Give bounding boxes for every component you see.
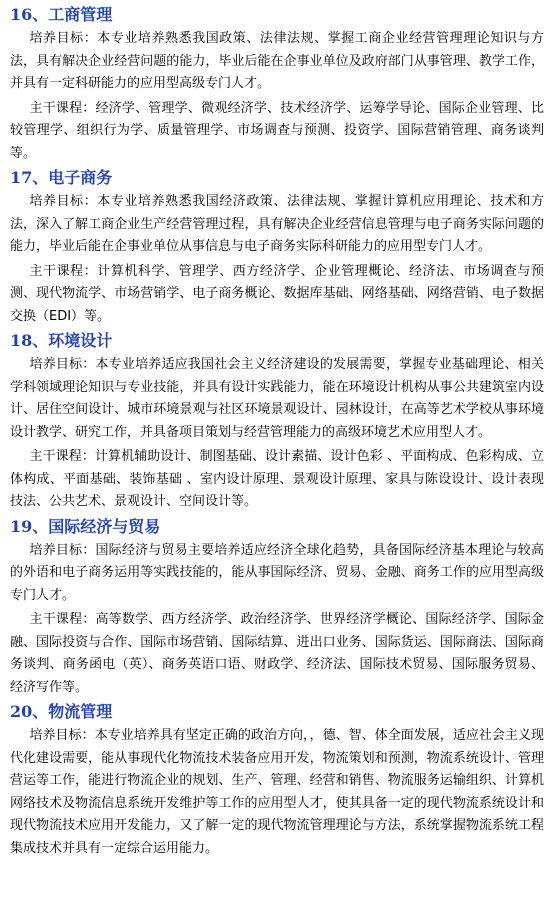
section-title: 17、电子商务 — [10, 168, 113, 187]
section-logistics-management — [10, 701, 544, 860]
section-e-commerce — [10, 167, 544, 328]
section-title: 19、国际经济与贸易 — [10, 516, 161, 536]
main-courses-paragraph: 主干课程：高等数学、西方经济学、政治经济学、世界经济学概论、国际经济学、国际金融、国际投资与合作、国际市场营销、国际结算、进出口业务、国际货运、国际商法、国际商务谈判、商务函电（英）、商务英语口语、财政学、经济法、国际技术贸易、国际服务贸易、经济写作等。 — [10, 612, 544, 695]
main-courses-paragraph: 主干课程：计算机科学、管理学、西方经济学、企业管理概论、经济法、市场调查与预测、现代物流学、市场营销学、电子商务概论、数据库基础、网络基础、网络营销、电子数据交换（EDI）等。 — [10, 263, 544, 324]
section-title: 16、工商管理 — [10, 5, 113, 24]
section-title: 20、物流管理 — [10, 702, 113, 721]
section-title: 18、环境设计 — [10, 331, 113, 350]
training-goal-paragraph: 培养目标：本专业培养熟悉我国政策、法律法规、掌握工商企业经营管理理论知识与方法，具有解决企业经营问题的能力，毕业后能在企事业单位及政府部门从事管理、教学工作，并具有一定科研能力的应用型高级专门人才。 — [10, 31, 544, 91]
section-business-administration — [10, 4, 544, 165]
training-goal-paragraph: 培养目标：国际经济与贸易主要培养适应经济全球化趋势，具备国际经济基本理论与较高的外语和电子商务运用等实践技能的，能从事国际经济、贸易、金融、商务工作的应用型高级专门人才。 — [10, 542, 544, 603]
training-goal-paragraph: 培养目标：本专业培养熟悉我国经济政策、法律法规、掌握计算机应用理论、技术和方法，深入了解工商企业生产经营管理过程，具有解决企业经营信息管理与电子商务实际问题的能力，毕业后能在企事业单位从事信息与电子商务实际科研能力的应用型专门人才。 — [10, 194, 544, 254]
main-courses-paragraph: 主干课程：计算机辅助设计、制图基础、设计素描、设计色彩 、平面构成、色彩构成、立体构成、平面基础、装饰基础 、室内设计原理、景观设计原理、家具与陈设设计、设计表现技法、公共艺术、景观设计、空间设计等。 — [10, 449, 544, 509]
training-goal-paragraph: 培养目标：本专业培养适应我国社会主义经济建设的发展需要，掌握专业基础理论、相关学科领域理论知识与专业技能，并具有设计实践能力，能在环境设计机构从事公共建筑室内设计、居住空间设计、城市环境景观与社区环境景观设计、园林设计，在高等艺术学校从事环境设计教学、研究工作，并具备项目策划与经营管理能力的高级环境艺术应用型人才。 — [10, 357, 544, 440]
main-courses-paragraph: 主干课程：经济学、管理学、微观经济学、技术经济学、运筹学导论、国际企业管理、比较管理学、组织行为学、质量管理学、市场调查与预测、投资学、国际营销管理、商务谈判等。 — [10, 100, 544, 161]
section-international-trade — [10, 516, 544, 700]
section-environmental-design — [10, 330, 544, 514]
training-goal-paragraph: 培养目标：本专业培养具有坚定正确的政治方向，，德、智、体全面发展，适应社会主义现代化建设需要，能从事现代化物流技术装备应用开发，物流策划和预测，物流系统设计、管理营运等工作，能进行物流企业的规划、生产、管理、经营和销售、物流服务运输组织、计算机网络技术及物流信息系统开发维护等工作的应用型人才，使其具备一定的现代物流系统设计和现代物流技术应用开发能力，又了解一定的现代物流管理理论与方法，系统掌握物流系统工程集成技术并具有一定综合运用能力。 — [10, 728, 544, 856]
